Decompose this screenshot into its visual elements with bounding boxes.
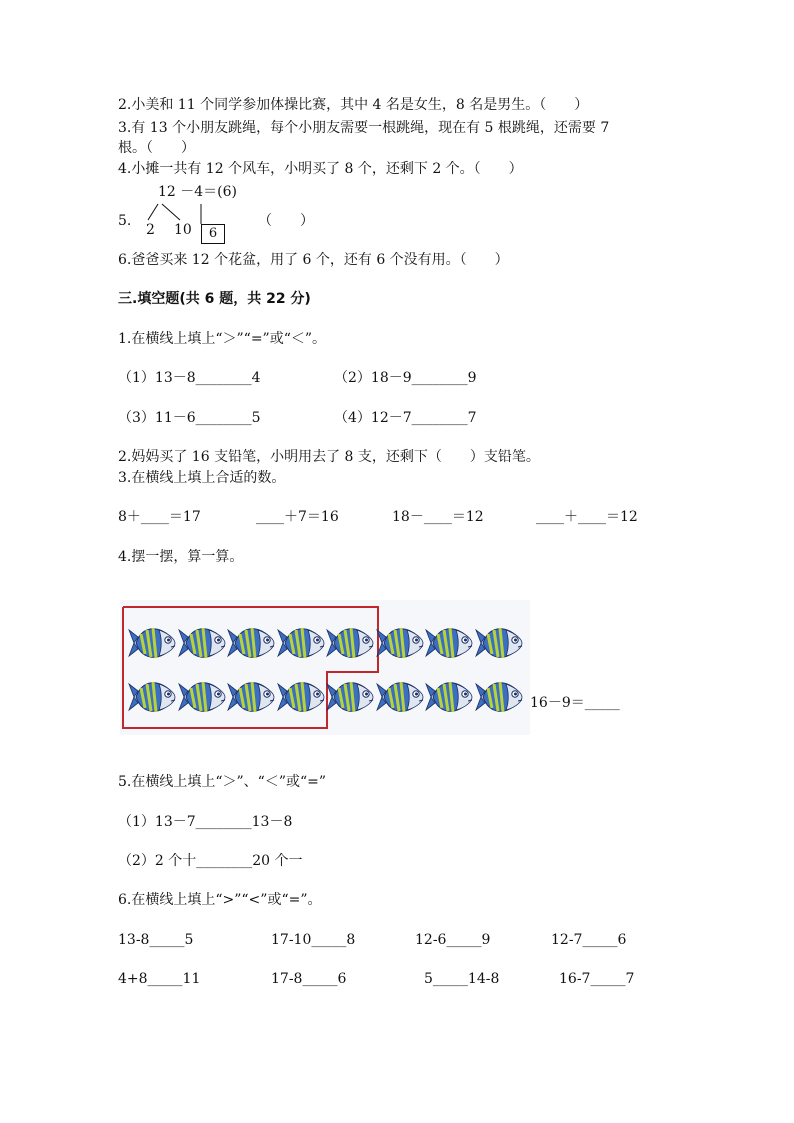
fish-icon: [376, 674, 426, 720]
fill-q6-r1-c3: 12-6_____9: [415, 932, 491, 948]
fish-icon: [227, 620, 277, 666]
tf-q5-number: 5.: [118, 213, 132, 229]
fill-q2: 2.妈妈买了 16 支铅笔，小明用去了 8 支，还剩下（ ）支铅笔。: [118, 449, 540, 465]
fill-q3: 3.在横线上填上合适的数。: [118, 470, 286, 486]
fill-q3-b: ____＋7＝16: [256, 509, 339, 525]
fill-q1-d: （4）12－7________7: [334, 410, 477, 426]
fish-icon: [425, 674, 475, 720]
tf-q5-paren: （ ）: [258, 213, 314, 229]
fill-q1-c: （3）11－6________5: [118, 410, 261, 426]
tf-q3-line1: 3.有 13 个小朋友跳绳，每个小朋友需要一根跳绳，现在有 5 根跳绳，还需要 7: [118, 120, 610, 136]
fill-q1-a: （1）13－8________4: [118, 370, 261, 386]
fish-icon: [326, 620, 376, 666]
fill-q3-c: 18－____＝12: [392, 509, 484, 525]
fish-icon: [376, 620, 426, 666]
fill-q4: 4.摆一摆，算一算。: [118, 549, 244, 565]
fill-q6-r2-c4: 16-7_____7: [559, 971, 635, 987]
fill-q6-r2-c1: 4+8_____11: [118, 971, 201, 987]
fill-q5-b: （2）2 个十________20 个一: [118, 853, 303, 869]
fill-q5-a: （1）13－7________13－8: [118, 814, 293, 830]
tf-q5-box: 6: [201, 224, 225, 244]
tf-q5-equation: 12 －4＝(6): [158, 184, 238, 200]
fish-icon: [128, 674, 178, 720]
fill-q1-b: （2）18－9________9: [334, 370, 477, 386]
fill-q4-equation: 16－9＝_____: [530, 695, 620, 711]
fish-icon: [475, 620, 525, 666]
fill-q6-r1-c2: 17-10_____8: [271, 932, 356, 948]
tf-q5-left: 2: [146, 222, 155, 238]
fill-q6-r2-c2: 17-8_____6: [271, 971, 347, 987]
fill-q6-r1-c4: 12-7_____6: [551, 932, 627, 948]
tf-q3-line2: 根。（ ）: [118, 140, 195, 156]
fish-icon: [178, 620, 228, 666]
section-title: 三.填空题(共 6 题，共 22 分): [118, 291, 311, 307]
fish-icon: [475, 674, 525, 720]
fish-icon: [326, 674, 376, 720]
tf-q5-mid: 10: [174, 222, 192, 238]
fill-q6-r2-c3: 5_____14-8: [424, 971, 500, 987]
fish-icon: [128, 620, 178, 666]
tf-q6: 6.爸爸买来 12 个花盆，用了 6 个，还有 6 个没有用。（ ）: [118, 252, 509, 268]
fill-q3-a: 8＋____＝17: [118, 509, 201, 525]
fill-q6: 6.在横线上填上“>”“<”或“=”。: [118, 892, 322, 908]
fish-icon: [227, 674, 277, 720]
fish-icon: [277, 674, 327, 720]
fill-q1: 1.在横线上填上“＞”“=”或“＜”。: [118, 331, 327, 347]
fill-q5: 5.在横线上填上“＞”、“＜”或“=”: [118, 774, 327, 790]
tf-q4: 4.小摊一共有 12 个风车，小明买了 8 个，还剩下 2 个。（ ）: [118, 161, 523, 177]
tf-q2: 2.小美和 11 个同学参加体操比赛，其中 4 名是女生，8 名是男生。（ ）: [118, 97, 589, 113]
fish-icon: [277, 620, 327, 666]
fish-icon: [178, 674, 228, 720]
fill-q6-r1-c1: 13-8_____5: [118, 932, 194, 948]
fish-icon: [425, 620, 475, 666]
fill-q3-d: ____＋____＝12: [536, 509, 638, 525]
